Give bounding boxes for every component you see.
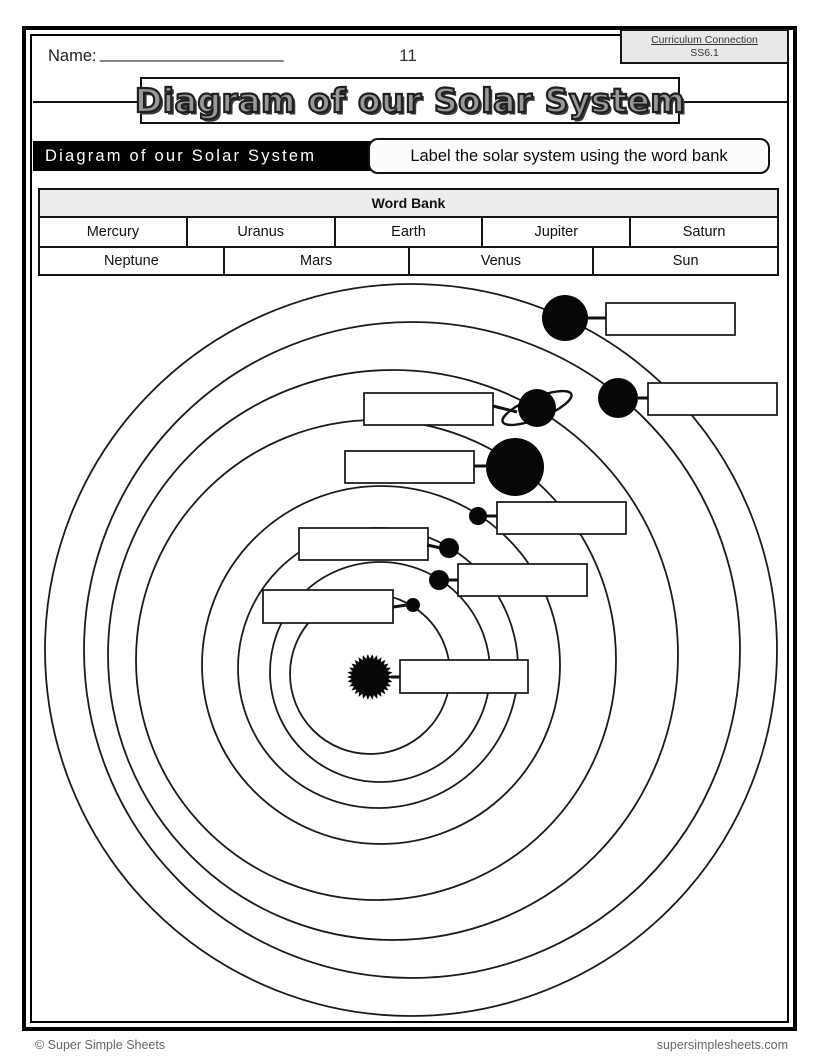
section-bar-label: Diagram of our Solar System — [45, 146, 317, 165]
word-bank-row-2 — [40, 246, 777, 274]
page-number: 11 — [399, 46, 417, 65]
word-bank-word: Venus — [408, 248, 593, 274]
word-bank-word: Mars — [223, 248, 408, 274]
curriculum-connection-box — [620, 29, 789, 64]
jupiter-label-box[interactable] — [345, 451, 474, 483]
word-bank-word: Saturn — [629, 218, 777, 246]
earth-planet-icon — [439, 538, 459, 558]
saturn-planet-icon — [518, 389, 556, 427]
jupiter-planet-icon — [486, 438, 544, 496]
word-bank-row-1 — [40, 218, 777, 246]
solar-system-diagram — [33, 280, 787, 1020]
name-blank-line[interactable]: ____________________ — [100, 44, 284, 62]
page-title: Diagram of our Solar System — [134, 81, 686, 120]
mars-label-box[interactable] — [497, 502, 626, 534]
venus-label-box[interactable] — [458, 564, 587, 596]
title-box — [134, 77, 686, 124]
word-bank-header: Word Bank — [40, 190, 777, 218]
earth-connector-line — [427, 545, 441, 548]
earth-label-box[interactable] — [299, 528, 428, 560]
uranus-planet-icon — [598, 378, 638, 418]
footer-website: supersimplesheets.com — [656, 1038, 788, 1052]
mercury-planet-icon — [406, 598, 420, 612]
instruction-text: Label the solar system using the word bank — [410, 146, 728, 165]
word-bank-word: Mercury — [86, 224, 140, 240]
uranus-label-box[interactable] — [648, 383, 777, 415]
word-bank-word: Uranus — [186, 218, 334, 246]
instruction-pill — [368, 138, 770, 174]
name-label: Name: — [48, 47, 97, 65]
footer-copyright: © Super Simple Sheets — [35, 1038, 166, 1052]
word-bank-word: Sun — [592, 248, 777, 274]
word-bank-word: Earth — [334, 218, 482, 246]
mars-planet-icon — [469, 507, 487, 525]
section-bar — [33, 141, 379, 171]
sun-icon — [347, 654, 393, 700]
curriculum-connection-title: Curriculum Connection — [651, 34, 758, 46]
sun-label-box[interactable] — [400, 660, 528, 693]
neptune-planet-icon — [542, 295, 588, 341]
curriculum-code: SS6.1 — [690, 47, 719, 59]
mercury-label-box[interactable] — [263, 590, 393, 623]
word-bank — [38, 188, 779, 276]
venus-planet-icon — [429, 570, 449, 590]
neptune-label-box[interactable] — [606, 303, 735, 335]
word-bank-word: Neptune — [103, 253, 159, 269]
saturn-label-box[interactable] — [364, 393, 493, 425]
word-bank-word: Jupiter — [481, 218, 629, 246]
mercury-connector-line — [393, 605, 407, 607]
